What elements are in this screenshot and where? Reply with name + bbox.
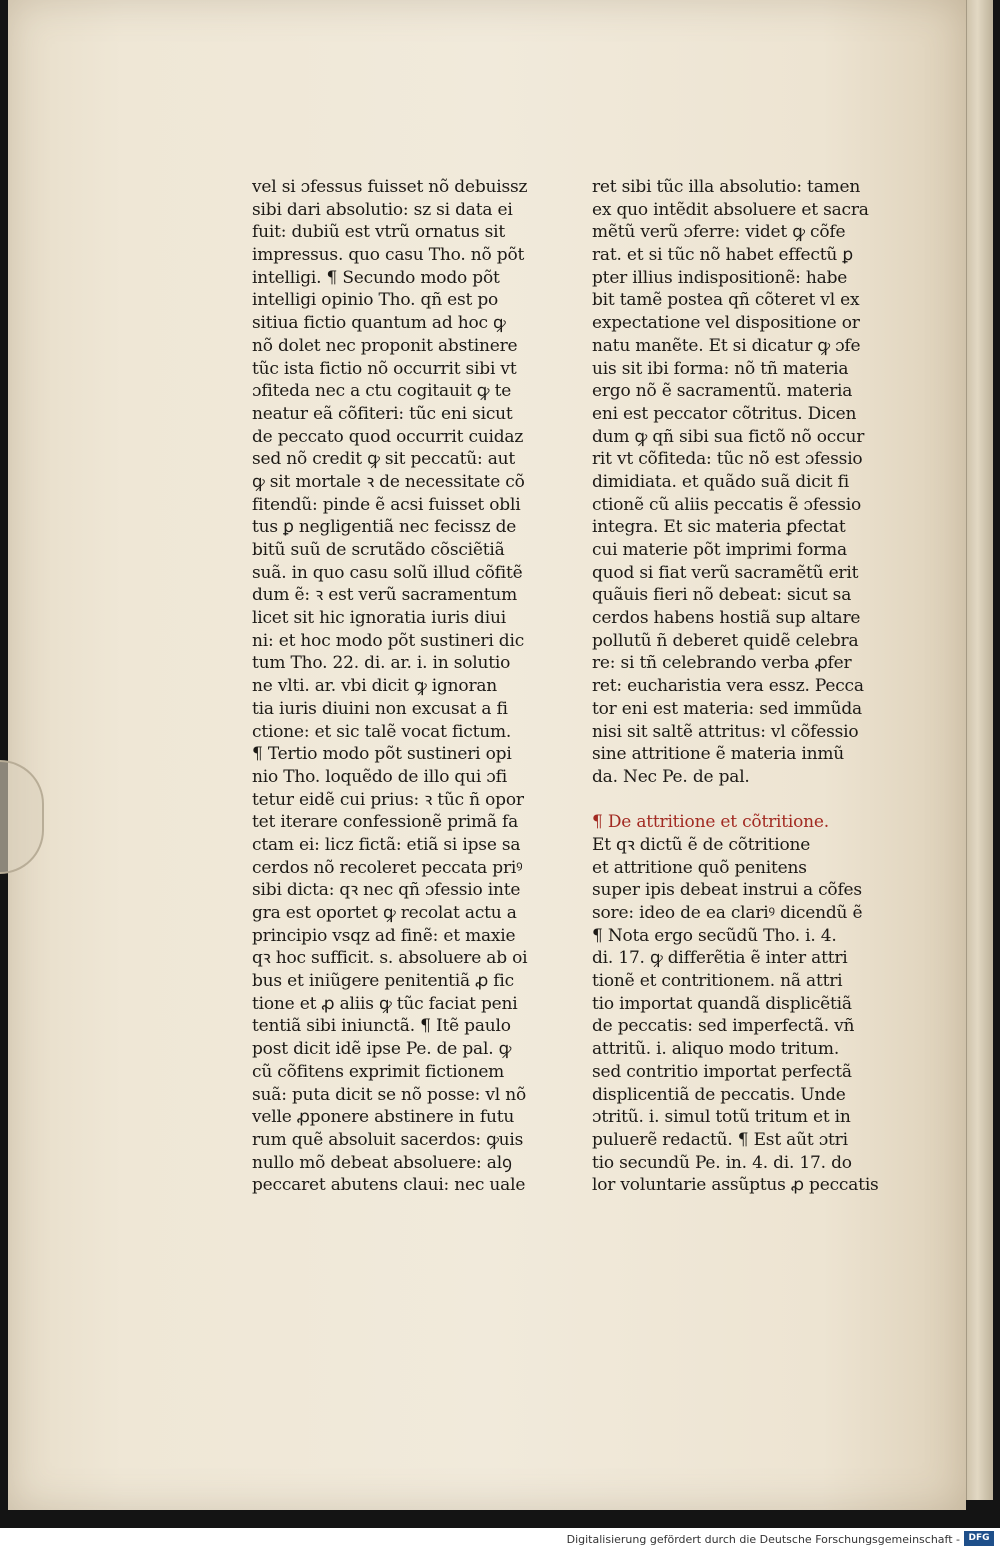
text-line: sine attritione ẽ materia inmũ bbox=[592, 744, 845, 765]
text-line: tio importat quandã displicẽtiã bbox=[592, 993, 852, 1014]
text-line: sitiua fictio quantum ad hoc ꝙ bbox=[252, 313, 506, 334]
text-line: sibi dari absolutio: sz si data ei bbox=[252, 199, 513, 220]
text-line: mẽtũ verũ ɔferre: videt ꝙ cõfe bbox=[592, 222, 846, 243]
text-line: ni: et hoc modo põt sustineri dic bbox=[252, 630, 525, 651]
text-line: da. Nec Pe. de pal. bbox=[592, 766, 750, 787]
text-line: rum quẽ absoluit sacerdos: ꝙuis bbox=[252, 1129, 524, 1150]
text-line: principio vsqz ad finẽ: et maxie bbox=[252, 925, 516, 946]
text-line: expectatione vel dispositione or bbox=[592, 313, 860, 334]
text-line: super ipis debeat instrui a cõfes bbox=[592, 880, 862, 901]
text-line: sore: ideo de ea clariꝰ dicendũ ẽ bbox=[592, 903, 863, 923]
dfg-logo: DFG bbox=[964, 1531, 994, 1546]
text-line: sibi dicta: qꝛ nec qñ ɔfessio inte bbox=[252, 880, 521, 901]
text-line: fuit: dubiũ est vtrũ ornatus sit bbox=[252, 222, 506, 243]
text-line: fitendũ: pinde ẽ acsi fuisset obli bbox=[252, 494, 521, 515]
text-line: suã. in quo casu solũ illud cõfitẽ bbox=[252, 562, 523, 583]
text-line: cerdos habens hostiã sup altare bbox=[592, 608, 861, 629]
text-line: dum ꝙ qñ sibi sua fictõ nõ occur bbox=[592, 426, 865, 447]
text-line: re: si tñ celebrando verba ꝓfer bbox=[592, 653, 852, 674]
text-line bbox=[592, 789, 912, 812]
text-line: ɔtritũ. i. simul totũ tritum et in bbox=[592, 1107, 851, 1128]
text-line: tionẽ et contritionem. nã attri bbox=[592, 971, 843, 992]
text-line: ctione: et sic talẽ vocat fictum. bbox=[252, 721, 512, 742]
text-line: nõ dolet nec proponit abstinere bbox=[252, 335, 518, 356]
text-line: qꝛ hoc sufficit. s. absoluere ab oi bbox=[252, 948, 528, 969]
text-line: ¶ Tertio modo põt sustineri opi bbox=[252, 744, 512, 765]
footer-credit: Digitalisierung gefördert durch die Deutsche Forschungsgemeinschaft - bbox=[566, 1533, 960, 1546]
text-line: dimidiata. et quãdo suã dicit fi bbox=[592, 471, 849, 492]
text-line: licet sit hic ignoratia iuris diui bbox=[252, 608, 506, 629]
text-line: eni est peccator cõtritus. Dicen bbox=[592, 403, 857, 424]
text-line: tus ꝑ negligentiã nec fecissz de bbox=[252, 517, 517, 538]
text-line: displicentiã de peccatis. Unde bbox=[592, 1084, 846, 1105]
text-line: cui materie põt imprimi forma bbox=[592, 540, 847, 560]
text-line: post dicit idẽ ipse Pe. de pal. ꝙ bbox=[252, 1039, 512, 1060]
text-line: vel si ɔfessus fuisset nõ debuissz bbox=[252, 177, 528, 197]
text-line: ctionẽ cũ aliis peccatis ẽ ɔfessio bbox=[592, 494, 862, 515]
text-line: impressus. quo casu Tho. nõ põt bbox=[252, 245, 525, 266]
text-line: quãuis fieri nõ debeat: sicut sa bbox=[592, 585, 852, 606]
text-line: integra. Et sic materia ꝑfectat bbox=[592, 517, 846, 538]
text-line: tentiã sibi iniunctã. ¶ Itẽ paulo bbox=[252, 1016, 511, 1037]
text-line: intelligi. ¶ Secundo modo põt bbox=[252, 267, 500, 288]
text-line: sed contritio importat perfectã bbox=[592, 1061, 852, 1082]
text-line: di. 17. ꝙ differẽtia ẽ inter attri bbox=[592, 948, 848, 969]
text-line: pollutũ ñ deberet quidẽ celebra bbox=[592, 630, 859, 651]
text-line: pter illius indispositionẽ: habe bbox=[592, 267, 848, 288]
text-line: de peccato quod occurrit cuidaz bbox=[252, 426, 524, 447]
text-line: tet iterare confessionẽ primã fa bbox=[252, 812, 519, 833]
text-line: ¶ Nota ergo secũdũ Tho. i. 4. bbox=[592, 925, 837, 946]
text-line: puluerẽ redactũ. ¶ Est aũt ɔtri bbox=[592, 1129, 848, 1150]
text-line: ¶ De attritione et cõtritione. bbox=[592, 812, 829, 833]
text-line: cerdos nõ recoleret peccata priꝰ bbox=[252, 857, 523, 878]
text-line: quod si fiat verũ sacramẽtũ erit bbox=[592, 562, 859, 583]
text-line: rat. et si tũc nõ habet effectũ ꝑ bbox=[592, 245, 853, 266]
text-line: uis sit ibi forma: nõ tñ materia bbox=[592, 358, 849, 379]
text-line: ergo nõ ẽ sacramentũ. materia bbox=[592, 381, 853, 402]
text-line: ꝙ sit mortale ꝛ de necessitate cõ bbox=[252, 471, 525, 492]
text-line: attritũ. i. aliquo modo tritum. bbox=[592, 1039, 840, 1060]
text-line: tum Tho. 22. di. ar. i. in solutio bbox=[252, 653, 511, 674]
text-line: lor voluntarie assũptus ꝓ peccatis bbox=[592, 1175, 879, 1196]
text-line: tũc ista fictio nõ occurrit sibi vt bbox=[252, 358, 517, 379]
text-line: Et qꝛ dictũ ẽ de cõtritione bbox=[592, 834, 811, 855]
text-line: de peccatis: sed imperfectã. vñ bbox=[592, 1016, 855, 1037]
text-line: ret sibi tũc illa absolutio: tamen bbox=[592, 177, 861, 197]
text-line: nullo mõ debeat absoluere: alꝯ bbox=[252, 1152, 512, 1173]
right-text-column bbox=[592, 176, 912, 1197]
text-line: neatur eã cõfiteri: tũc eni sicut bbox=[252, 403, 513, 424]
text-line: suã: puta dicit se nõ posse: vl nõ bbox=[252, 1084, 527, 1105]
text-line: natu manẽte. Et si dicatur ꝙ ɔfe bbox=[592, 335, 861, 356]
text-line: ex quo intẽdit absoluere et sacra bbox=[592, 199, 869, 220]
text-line: bit tamẽ postea qñ cõteret vl ex bbox=[592, 290, 860, 311]
text-line: tio secundũ Pe. in. 4. di. 17. do bbox=[592, 1152, 852, 1173]
text-line: et attritione quõ penitens bbox=[592, 857, 807, 878]
text-line: intelligi opinio Tho. qñ est po bbox=[252, 290, 499, 311]
text-line: nio Tho. loquẽdo de illo qui ɔfi bbox=[252, 766, 507, 787]
left-text-column bbox=[252, 176, 582, 1197]
text-line: velle ꝓponere abstinere in futu bbox=[252, 1107, 515, 1128]
text-line: tor eni est materia: sed immũda bbox=[592, 698, 862, 719]
text-line: sed nõ credit ꝙ sit peccatũ: aut bbox=[252, 449, 516, 470]
text-line: tetur eidẽ cui prius: ꝛ tũc ñ opor bbox=[252, 789, 524, 810]
text-line: ctam ei: licz fictã: etiã si ipse sa bbox=[252, 834, 521, 855]
text-line: bitũ suũ de scrutãdo cõsciẽtiã bbox=[252, 540, 505, 560]
text-line: gra est oportet ꝙ recolat actu a bbox=[252, 903, 517, 923]
text-line: peccaret abutens claui: nec uale bbox=[252, 1175, 526, 1196]
text-line: ɔfiteda nec a ctu cogitauit ꝙ te bbox=[252, 381, 512, 402]
text-line: tione et ꝓ aliis ꝙ tũc faciat peni bbox=[252, 993, 518, 1014]
text-line: ret: eucharistia vera essz. Pecca bbox=[592, 676, 864, 697]
text-line: nisi sit saltẽ attritus: vl cõfessio bbox=[592, 721, 859, 742]
page-edge-stack bbox=[966, 0, 993, 1500]
text-line: bus et iniũgere penitentiã ꝓ fic bbox=[252, 971, 514, 992]
text-line: tia iuris diuini non excusat a fi bbox=[252, 698, 508, 719]
text-line: cũ cõfitens exprimit fictionem bbox=[252, 1061, 505, 1082]
text-line: dum ẽ: ꝛ est verũ sacramentum bbox=[252, 585, 518, 606]
text-line: ne vlti. ar. vbi dicit ꝙ ignoran bbox=[252, 676, 498, 697]
text-line: rit vt cõfiteda: tũc nõ est ɔfessio bbox=[592, 449, 863, 470]
